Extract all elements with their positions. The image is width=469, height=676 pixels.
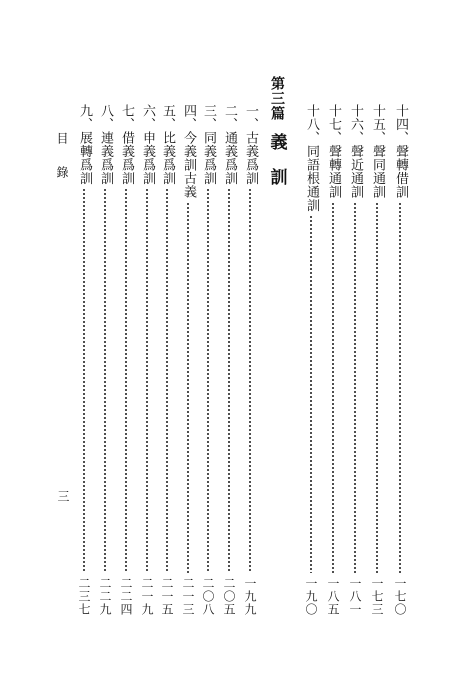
leader-dots — [228, 188, 230, 573]
entry-page: 二一九 — [140, 577, 154, 616]
toc-entry — [221, 104, 237, 616]
leader-dots — [166, 188, 168, 573]
toc-entry — [303, 104, 319, 616]
entry-page: 一八五 — [326, 577, 340, 616]
leader-dots — [125, 188, 127, 573]
leader-dots — [207, 188, 209, 573]
entry-title: 十七、聲轉通訓 — [326, 104, 341, 199]
section-name: 義訓 — [266, 133, 287, 203]
entry-title: 二、通義爲訓 — [222, 104, 237, 185]
entry-page: 一八一 — [348, 577, 362, 616]
leader-dots — [310, 215, 312, 573]
entry-title: 七、借義爲訓 — [119, 104, 134, 185]
leader-dots — [399, 202, 401, 574]
entry-title: 三、同義爲訓 — [201, 104, 216, 185]
entry-title: 六、申義爲訓 — [140, 104, 155, 185]
entry-title: 十五、聲同通訓 — [370, 104, 385, 199]
page-number: 三 — [56, 490, 70, 502]
entry-page: 一九九 — [243, 577, 257, 616]
leader-dots — [376, 202, 378, 574]
toc-entry — [242, 104, 258, 616]
toc-entry — [392, 104, 408, 616]
leader-dots — [187, 202, 189, 574]
entry-title: 五、比義爲訓 — [160, 104, 175, 185]
entry-title: 四、今義訓古義 — [181, 104, 196, 199]
entry-page: 二二九 — [98, 577, 112, 616]
entry-page: 一七三 — [370, 577, 384, 616]
entry-page: 二〇五 — [222, 577, 236, 616]
toc-entry — [200, 104, 216, 616]
running-title: 目錄 — [55, 132, 69, 200]
toc-entry — [347, 104, 363, 616]
leader-dots — [332, 202, 334, 574]
leader-dots — [249, 188, 251, 573]
leader-dots — [104, 188, 106, 573]
entry-title: 十六、聲近通訓 — [348, 104, 363, 199]
entry-page: 二一五 — [160, 577, 174, 616]
toc-entry — [139, 104, 155, 616]
entry-page: 二〇八 — [201, 577, 215, 616]
toc-entry — [180, 104, 196, 616]
entry-title: 十四、聲轉借訓 — [393, 104, 408, 199]
entry-page: 二一三 — [181, 577, 195, 616]
entry-page: 二二四 — [119, 577, 133, 616]
entry-title: 十八、同語根通訓 — [304, 104, 319, 212]
toc-entry — [369, 104, 385, 616]
leader-dots — [83, 188, 85, 573]
leader-dots — [354, 202, 356, 574]
entry-page: 一九〇 — [304, 577, 318, 616]
toc-entry — [159, 104, 175, 616]
entry-title: 一、古義爲訓 — [243, 104, 258, 185]
entry-page: 二三七 — [77, 577, 91, 616]
leader-dots — [146, 188, 148, 573]
entry-title: 八、連義爲訓 — [98, 104, 113, 185]
toc-entry — [325, 104, 341, 616]
toc-entry — [97, 104, 113, 616]
toc-entry — [118, 104, 134, 616]
section-part-label: 第三篇 — [269, 76, 285, 121]
entry-page: 一七〇 — [393, 577, 407, 616]
section-heading — [265, 76, 289, 203]
entry-title: 九、展轉爲訓 — [77, 104, 92, 185]
toc-entry — [76, 104, 92, 616]
